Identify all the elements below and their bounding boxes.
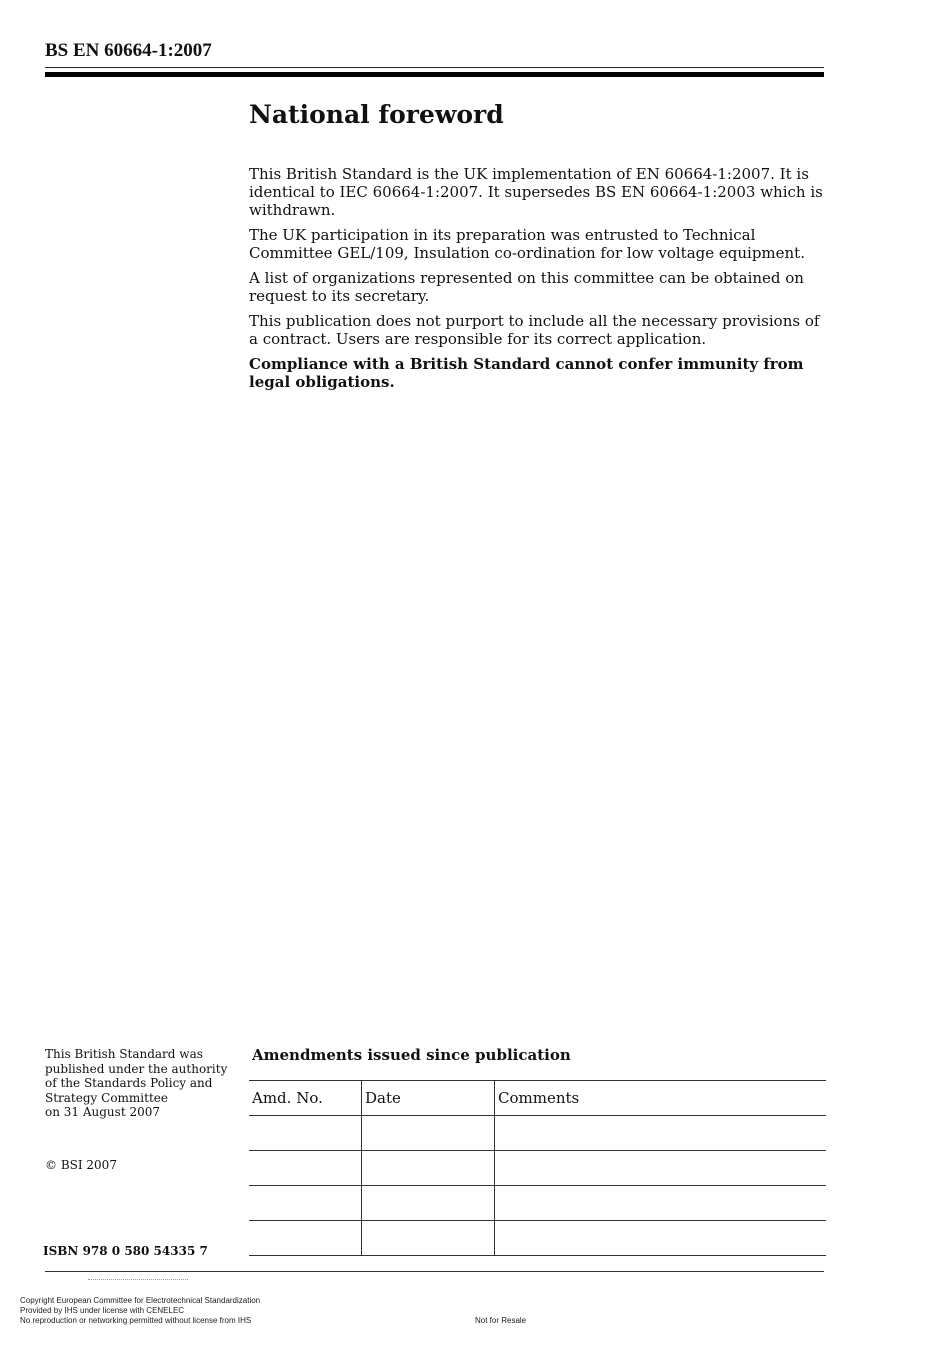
publication-authority	[45, 1047, 240, 1120]
column-header: Comments	[495, 1081, 827, 1116]
scan-artifact	[88, 1279, 188, 1283]
copyright-notice: © BSI 2007	[45, 1158, 117, 1172]
isbn: ISBN 978 0 580 54335 7	[43, 1244, 208, 1258]
table-cell	[249, 1221, 362, 1256]
footer-line: Provided by IHS under license with CENELEC	[20, 1306, 185, 1315]
table-row	[249, 1116, 826, 1151]
table-cell	[249, 1186, 362, 1221]
paragraph: A list of organizations represented on this committee can be obtained on request to its secretary.	[249, 269, 804, 305]
table-cell	[362, 1116, 495, 1151]
header-rule-thin	[45, 67, 824, 68]
table-cell	[362, 1151, 495, 1186]
compliance-statement: Compliance with a British Standard cannot confer immunity from legal obligations.	[249, 355, 804, 391]
paragraph: The UK participation in its preparation was entrusted to Technical Committee GEL/109, Insulation co-ordination for low voltage equipment.	[249, 226, 805, 262]
footer-line: Copyright European Committee for Electrotechnical Standardization	[20, 1296, 261, 1305]
authority-line: published under the authority	[45, 1061, 228, 1076]
authority-line: Strategy Committee	[45, 1090, 168, 1105]
table-cell	[249, 1151, 362, 1186]
header-rule-thick	[45, 72, 824, 77]
table-cell	[362, 1186, 495, 1221]
table-cell	[495, 1116, 827, 1151]
table-cell	[495, 1221, 827, 1256]
authority-line: of the Standards Policy and	[45, 1076, 213, 1090]
table-row	[249, 1221, 826, 1256]
amendments-title: Amendments issued since publication	[252, 1046, 571, 1064]
amendments-table	[249, 1080, 826, 1256]
license-footer	[20, 1296, 260, 1326]
table-cell	[249, 1116, 362, 1151]
table-header-row	[249, 1081, 826, 1116]
document-id: BS EN 60664-1:2007	[45, 40, 212, 61]
authority-line: on 31 August 2007	[45, 1105, 160, 1119]
table-cell	[495, 1186, 827, 1221]
paragraph: This publication does not purport to include all the necessary provisions of a contract. Users are responsible for its correct application.	[249, 312, 820, 348]
resale-notice: Not for Resale	[475, 1316, 527, 1325]
page-title: National foreword	[249, 100, 504, 129]
footer-rule	[45, 1271, 824, 1272]
footer-line: No reproduction or networking permitted without license from IHS	[20, 1316, 252, 1325]
table-row	[249, 1186, 826, 1221]
authority-line: This British Standard was	[45, 1047, 203, 1061]
table-cell	[495, 1151, 827, 1186]
column-header: Amd. No.	[249, 1081, 362, 1116]
paragraph: This British Standard is the UK implementation of EN 60664-1:2007. It is identical to IEC 60664-1:2007. It supersedes BS EN 60664-1:2003 which is withdrawn.	[249, 165, 823, 219]
column-header: Date	[362, 1081, 495, 1116]
table-cell	[362, 1221, 495, 1256]
table-row	[249, 1151, 826, 1186]
foreword-body	[249, 165, 829, 398]
